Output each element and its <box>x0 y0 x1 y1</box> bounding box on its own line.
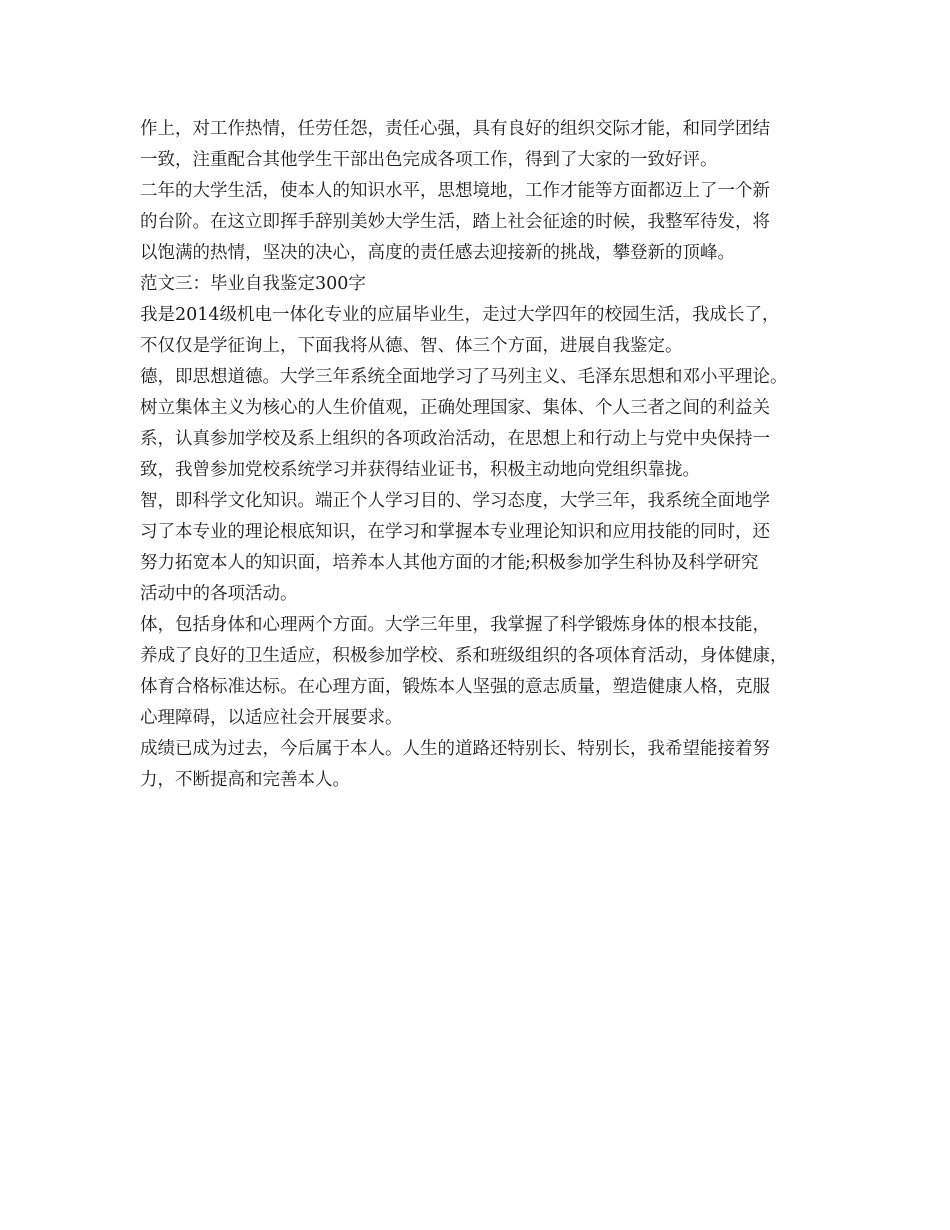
text-line: 成绩已成为过去，今后属于本人。人生的道路还特别长、特别长，我希望能接着努 <box>140 739 770 759</box>
text-line: 的台阶。在这立即挥手辞别美妙大学生活，踏上社会征途的时候，我整军待发，将 <box>140 212 770 232</box>
text-line: 一致，注重配合其他学生干部出色完成各项工作，得到了大家的一致好评。 <box>140 150 718 170</box>
text-line: 系，认真参加学校及系上组织的各项政治活动，在思想上和行动上与党中央保持一 <box>140 429 770 449</box>
text-line: 树立集体主义为核心的人生价值观，正确处理国家、集体、个人三者之间的利益关 <box>140 398 770 418</box>
text-line: 智，即科学文化知识。端正个人学习目的、学习态度，大学三年，我系统全面地学 <box>140 491 770 511</box>
document-body <box>140 114 830 796</box>
text-line: 心理障碍，以适应社会开展要求。 <box>140 708 403 728</box>
text-line: 作上，对工作热情，任劳任怨，责任心强，具有良好的组织交际才能，和同学团结 <box>140 119 770 139</box>
text-line: 不仅仅是学征询上，下面我将从德、智、体三个方面，进展自我鉴定。 <box>140 336 683 356</box>
text-line: 德，即思想道德。大学三年系统全面地学习了马列主义、毛泽东思想和邓小平理论。 <box>140 367 788 387</box>
text-line: 体育合格标准达标。在心理方面，锻炼本人坚强的意志质量，塑造健康人格，克服 <box>140 677 770 697</box>
text-line: 活动中的各项活动。 <box>140 584 298 604</box>
section-heading: 范文三：毕业自我鉴定300字 <box>140 274 366 294</box>
text-line: 努力拓宽本人的知识面，培养本人其他方面的才能;积极参加学生科协及科学研究 <box>140 553 759 573</box>
text-line: 二年的大学生活，使本人的知识水平，思想境地，工作才能等方面都迈上了一个新 <box>140 181 770 201</box>
text-line: 体，包括身体和心理两个方面。大学三年里，我掌握了科学锻炼身体的根本技能， <box>140 615 770 635</box>
text-line: 力，不断提高和完善本人。 <box>140 770 350 790</box>
text-line: 养成了良好的卫生适应，积极参加学校、系和班级组织的各项体育活动，身体健康， <box>140 646 788 666</box>
text-line: 以饱满的热情，坚决的决心，高度的责任感去迎接新的挑战，攀登新的顶峰。 <box>140 243 735 263</box>
text-line: 致，我曾参加党校系统学习并获得结业证书，积极主动地向党组织靠拢。 <box>140 460 700 480</box>
text-line: 我是2014级机电一体化专业的应届毕业生，走过大学四年的校园生活，我成长了， <box>140 305 780 325</box>
text-line: 习了本专业的理论根底知识，在学习和掌握本专业理论知识和应用技能的同时，还 <box>140 522 770 542</box>
